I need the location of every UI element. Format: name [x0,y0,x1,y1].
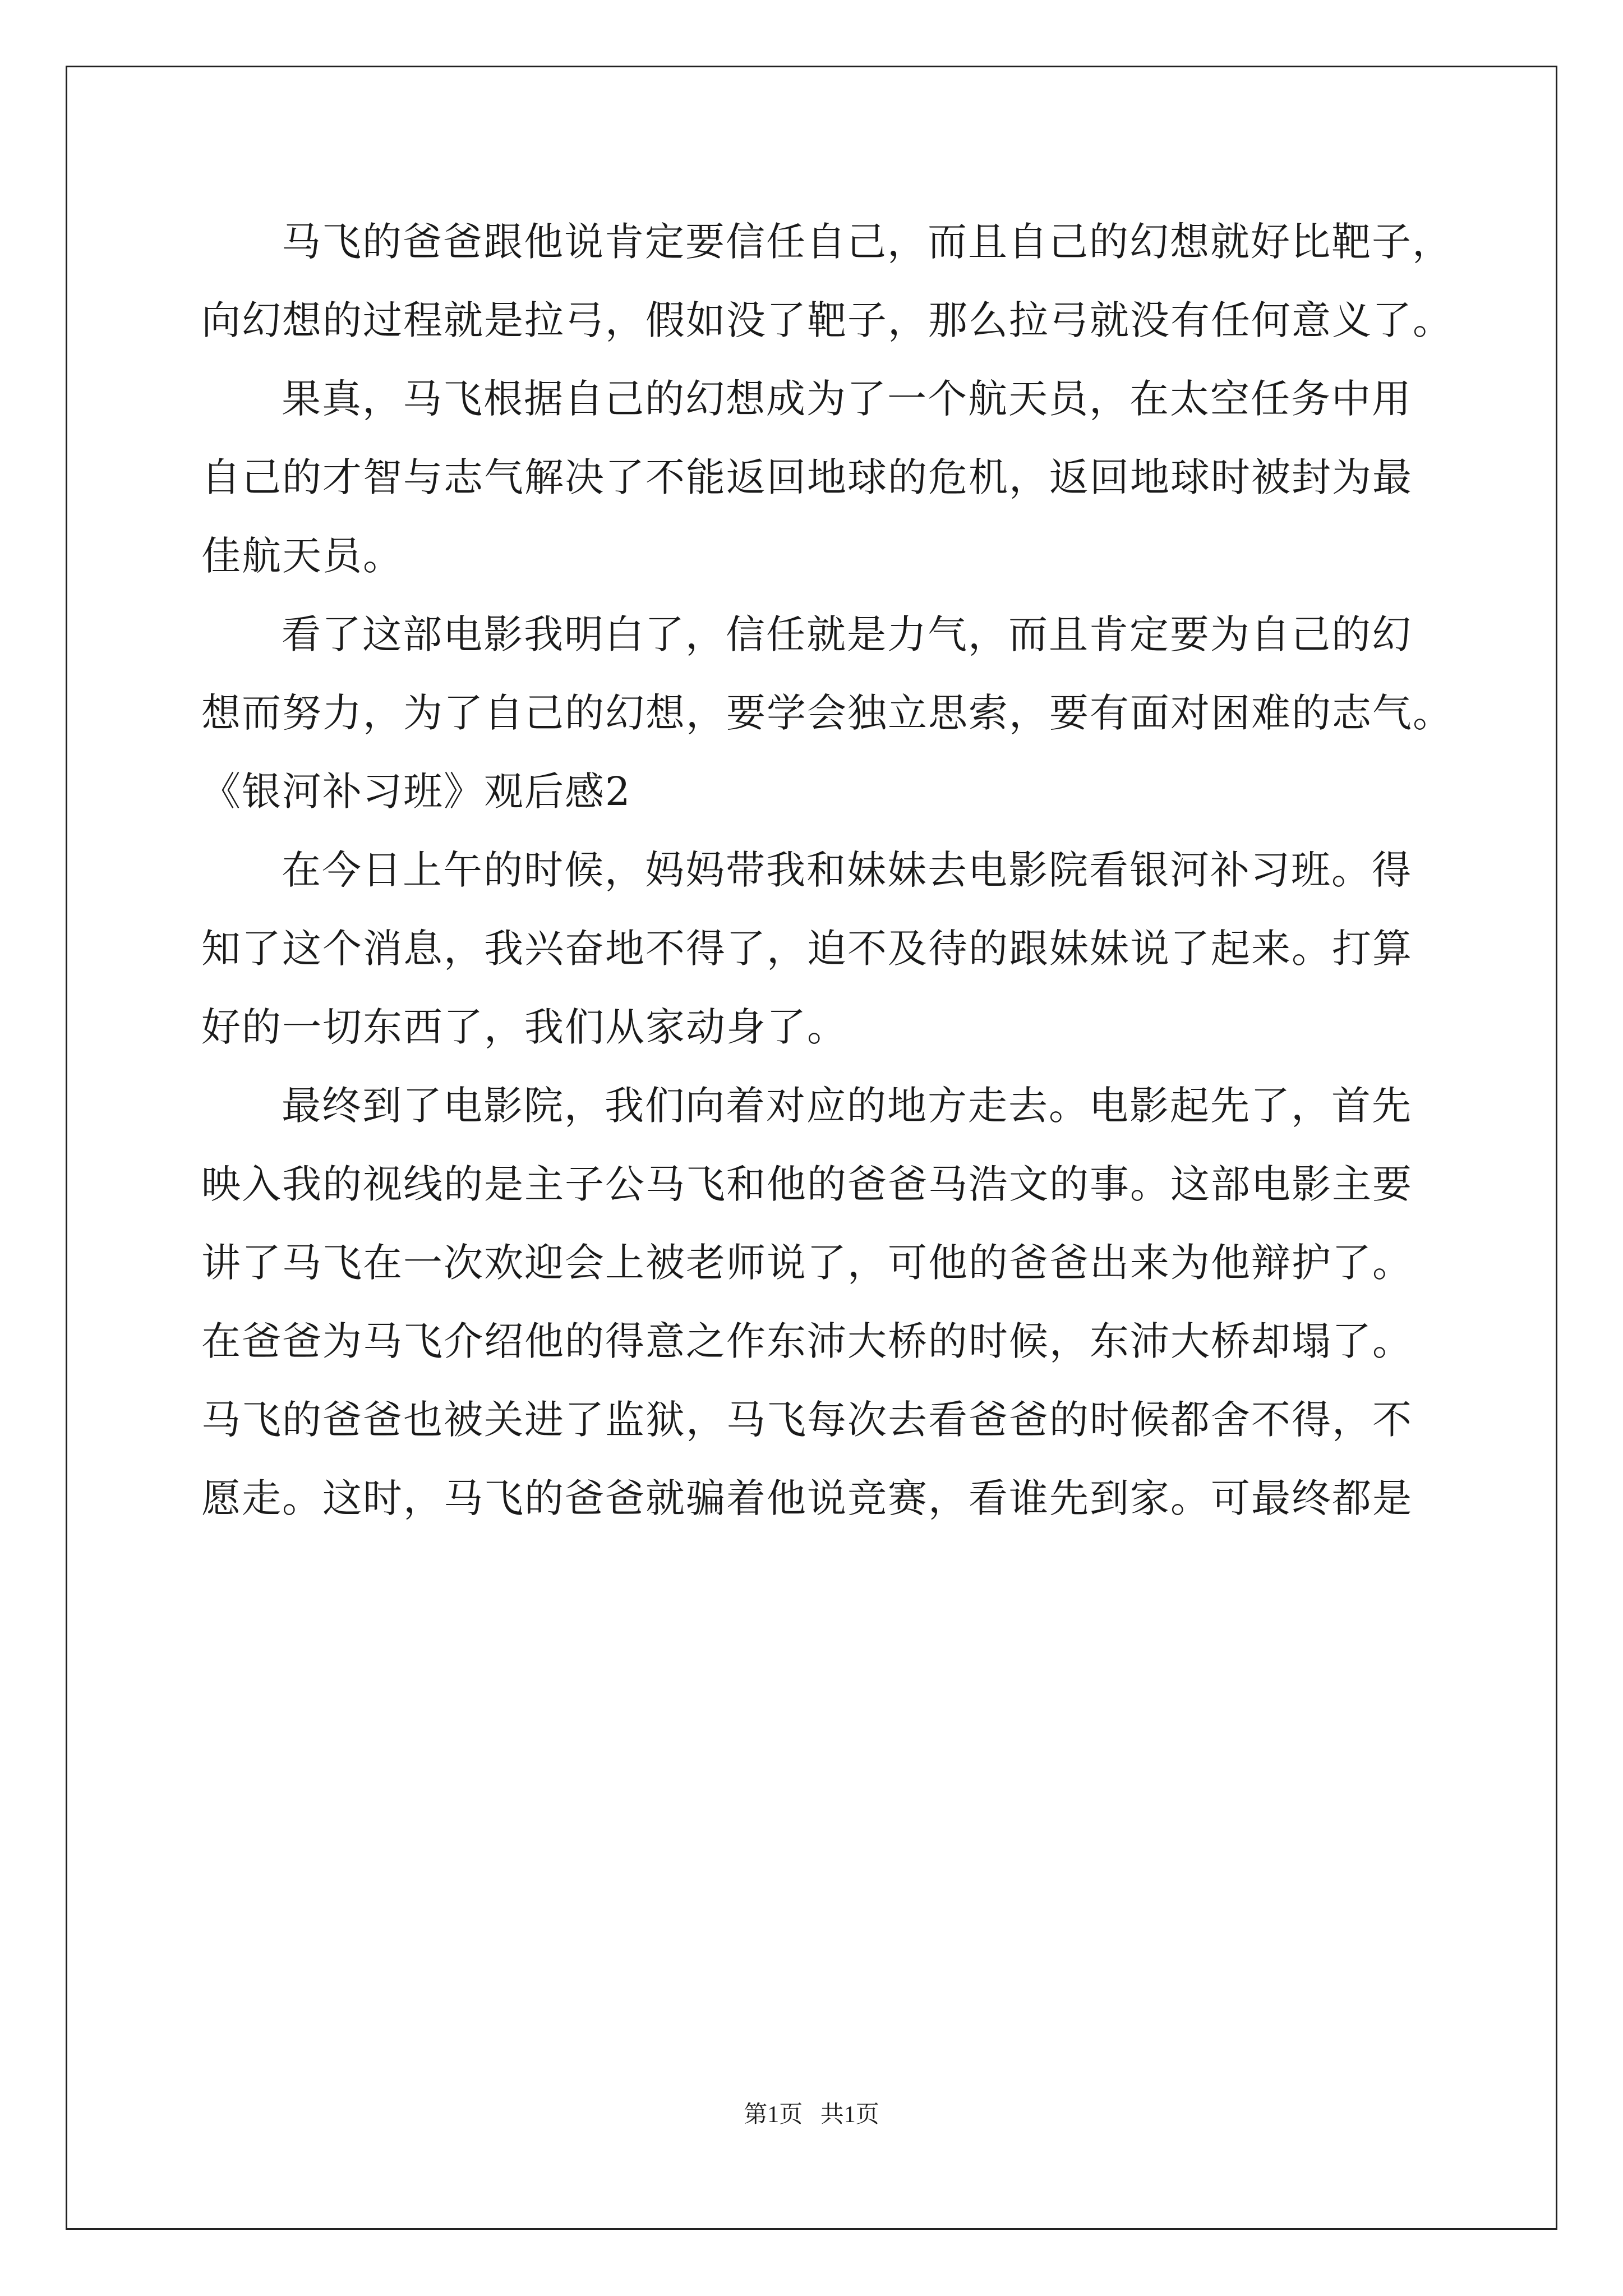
paragraph-line: 映入我的视线的是主子公马飞和他的爸爸马浩文的事。这部电影主要 [201,1161,1413,1207]
section-heading: 《银河补习班》观后感2 [201,769,631,815]
paragraph-line: 马飞的爸爸也被关进了监狱，马飞每次去看爸爸的时候都舍不得，不 [201,1397,1413,1443]
paragraph-line: 最终到了电影院，我们向着对应的地方走去。电影起先了，首先 [282,1083,1412,1129]
paragraph-line: 自己的才智与志气解决了不能返回地球的危机，返回地球时被封为最 [201,454,1413,500]
paragraph-line: 果真，马飞根据自己的幻想成为了一个航天员，在太空任务中用 [282,376,1412,422]
page-number-footer: 第1页 共1页 [744,2102,879,2128]
paragraph-line: 知了这个消息，我兴奋地不得了，迫不及待的跟妹妹说了起来。打算 [201,926,1413,972]
paragraph-line: 在爸爸为马飞介绍他的得意之作东沛大桥的时候，东沛大桥却塌了。 [201,1318,1413,1364]
paragraph-line: 向幻想的过程就是拉弓，假如没了靶子，那么拉弓就没有任何意义了。 [201,297,1453,343]
paragraph-line: 在今日上午的时候，妈妈带我和妹妹去电影院看银河补习班。得 [282,847,1412,893]
paragraph-line: 看了这部电影我明白了，信任就是力气，而且肯定要为自己的幻 [282,611,1412,657]
paragraph-line: 马飞的爸爸跟他说肯定要信任自己，而且自己的幻想就好比靶子， [282,219,1453,265]
paragraph-line: 讲了马飞在一次欢迎会上被老师说了，可他的爸爸出来为他辩护了。 [201,1240,1413,1286]
paragraph-line: 想而努力，为了自己的幻想，要学会独立思索，要有面对困难的志气。 [201,690,1453,736]
document-body [201,203,1453,1538]
paragraph-line: 好的一切东西了，我们从家动身了。 [201,1004,847,1050]
paragraph-line: 愿走。这时，马飞的爸爸就骗着他说竞赛，看谁先到家。可最终都是 [201,1475,1413,1521]
paragraph-line: 佳航天员。 [201,533,403,579]
